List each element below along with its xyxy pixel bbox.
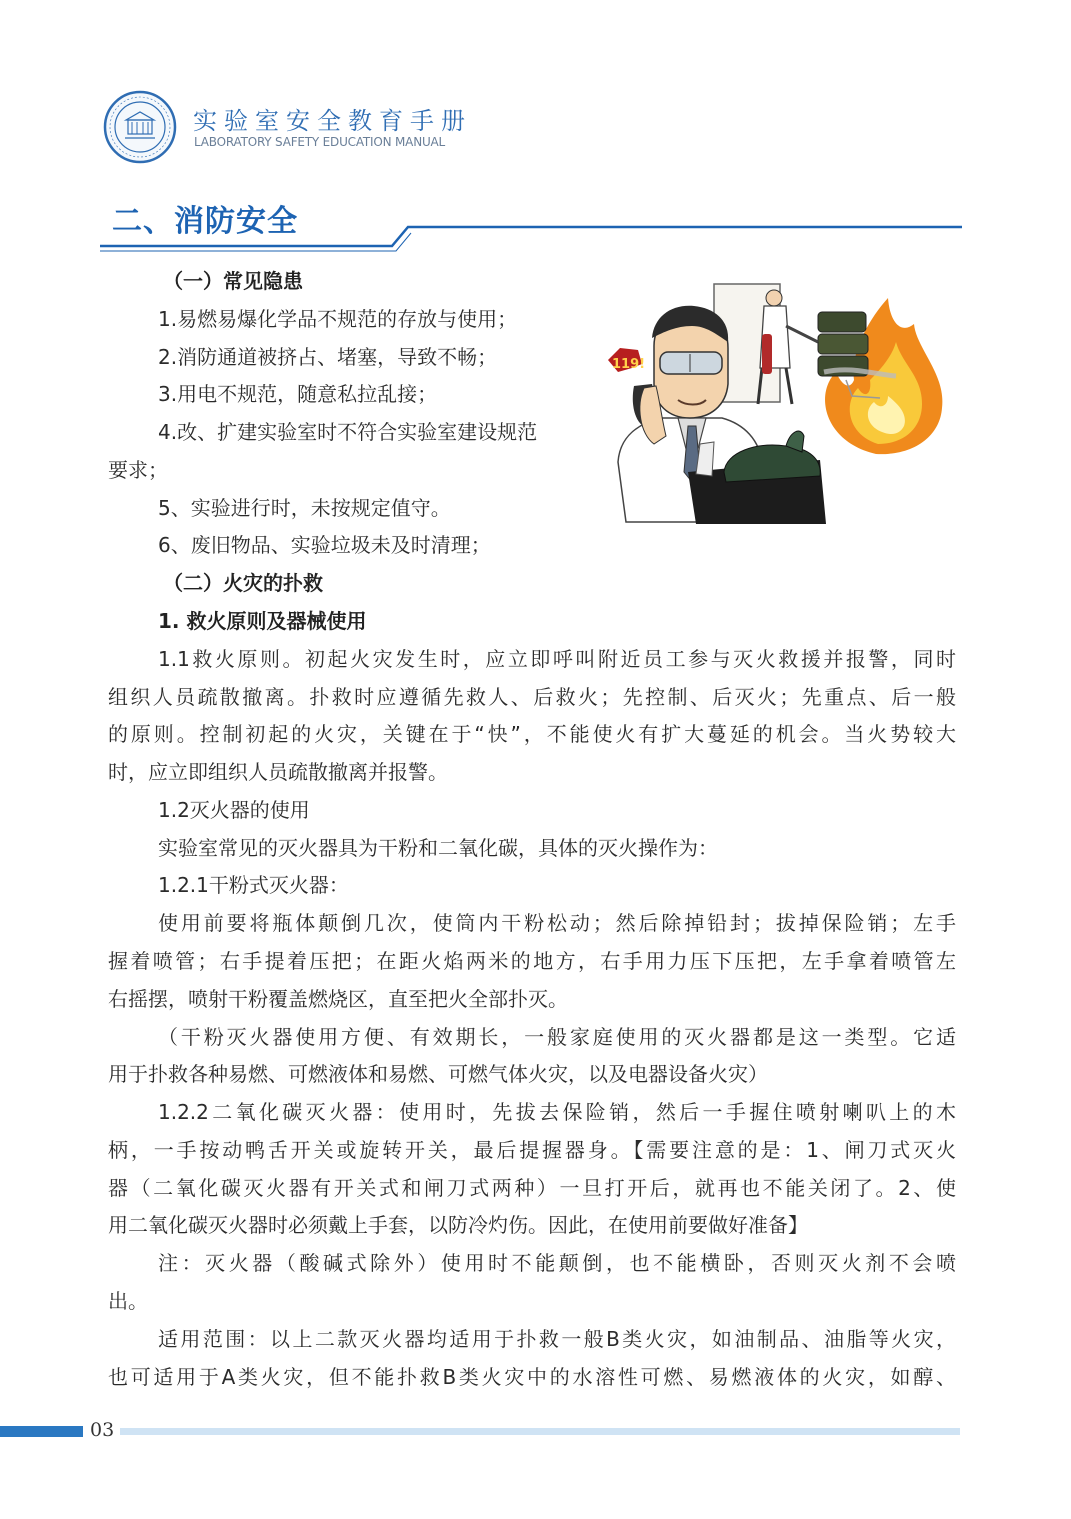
footer-accent-bar: [0, 1426, 83, 1437]
phone-call-icon: [608, 348, 645, 372]
title-underline: [100, 224, 962, 254]
principle-line: 1.1救火原则。初起火灾发生时，应立即呼叫附近员工参与灭火救援并报警，同时: [158, 647, 956, 671]
rescue-sub-heading: 1. 救火原则及器械使用: [158, 609, 367, 633]
hazard-item: 5、实验进行时，未按规定值守。: [158, 496, 451, 520]
principle-line: 组织人员疏散撤离。扑救时应遵循先救人、后救火；先控制、后灭火；先重点、后一般: [108, 685, 956, 709]
extinguisher-use-intro: 实验室常见的灭火器具为干粉和二氧化碳，具体的灭火操作为：: [158, 836, 718, 860]
note-line: 出。: [108, 1289, 148, 1313]
section-title: 二、消防安全: [112, 204, 298, 239]
manual-title-en: LABORATORY SAFETY EDUCATION MANUAL: [194, 135, 446, 149]
manual-title-cn: 实验室安全教育手册: [193, 107, 472, 135]
page-number: 03: [90, 1419, 115, 1441]
hazard-item: 1.易燃易爆化学品不规范的存放与使用；: [158, 307, 518, 331]
hazard-item: 6、废旧物品、实验垃圾未及时清理；: [158, 533, 491, 557]
extinguisher-use-title: 1.2灭火器的使用: [158, 798, 310, 822]
phone-badge-text: 119!: [612, 357, 646, 372]
dry-powder-note-line: （干粉灭火器使用方便、有效期长，一般家庭使用的灭火器都是这一类型。它适: [158, 1025, 956, 1049]
hazards-heading: （一）常见隐患: [163, 269, 303, 293]
university-seal-logo: [103, 90, 177, 164]
scope-line: 也可适用于A类火灾，但不能扑救B类火灾中的水溶性可燃、易燃液体的火灾，如醇、: [108, 1365, 956, 1389]
dry-powder-line: 右摇摆，喷射干粉覆盖燃烧区，直至把火全部扑灭。: [108, 987, 568, 1011]
co2-line: 柄，一手按动鸭舌开关或旋转开关，最后提握器身。【需要注意的是：1、闸刀式灭火: [108, 1138, 956, 1162]
dry-powder-note-line: 用于扑救各种易燃、可燃液体和易燃、可燃气体火灾，以及电器设备火灾）: [108, 1062, 768, 1086]
co2-line: 器（二氧化碳灭火器有开关式和闸刀式两种）一旦打开后，就再也不能关闭了。2、使: [108, 1176, 956, 1200]
dry-powder-title: 1.2.1干粉式灭火器：: [158, 873, 349, 897]
scope-line: 适用范围：以上二款灭火器均适用于扑救一般B类火灾，如油制品、油脂等火灾，: [158, 1327, 956, 1351]
principle-line: 的原则。控制初起的火灾，关键在于“快”，不能使火有扩大蔓延的机会。当火势较大: [108, 722, 956, 746]
hazard-item: 2.消防通道被挤占、堵塞，导致不畅；: [158, 345, 498, 369]
hazard-item: 3.用电不规范，随意私拉乱接；: [158, 382, 438, 406]
principle-line: 时，应立即组织人员疏散撤离并报警。: [108, 760, 448, 784]
note-line: 注：灭火器（酸碱式除外）使用时不能颠倒，也不能横卧，否则灭火剂不会喷: [158, 1251, 956, 1275]
dry-powder-line: 使用前要将瓶体颠倒几次，使筒内干粉松动；然后除掉铅封；拔掉保险销；左手: [158, 911, 956, 935]
fire-emergency-illustration: [596, 276, 958, 524]
hazard-item-continued: 要求；: [108, 458, 168, 482]
footer-line: [120, 1428, 960, 1435]
co2-line: 用二氧化碳灭火器时必须戴上手套，以防冷灼伤。因此，在使用前要做好准备】: [108, 1213, 808, 1237]
co2-line: 1.2.2二氧化碳灭火器：使用时，先拔去保险销，然后一手握住喷射喇叭上的木: [158, 1100, 956, 1124]
rescue-heading: （二）火灾的扑救: [163, 571, 323, 595]
dry-powder-line: 握着喷管；右手提着压把；在距火焰两米的地方，右手用力压下压把，左手拿着喷管左: [108, 949, 956, 973]
hazard-item: 4.改、扩建实验室时不符合实验室建设规范: [158, 420, 538, 444]
